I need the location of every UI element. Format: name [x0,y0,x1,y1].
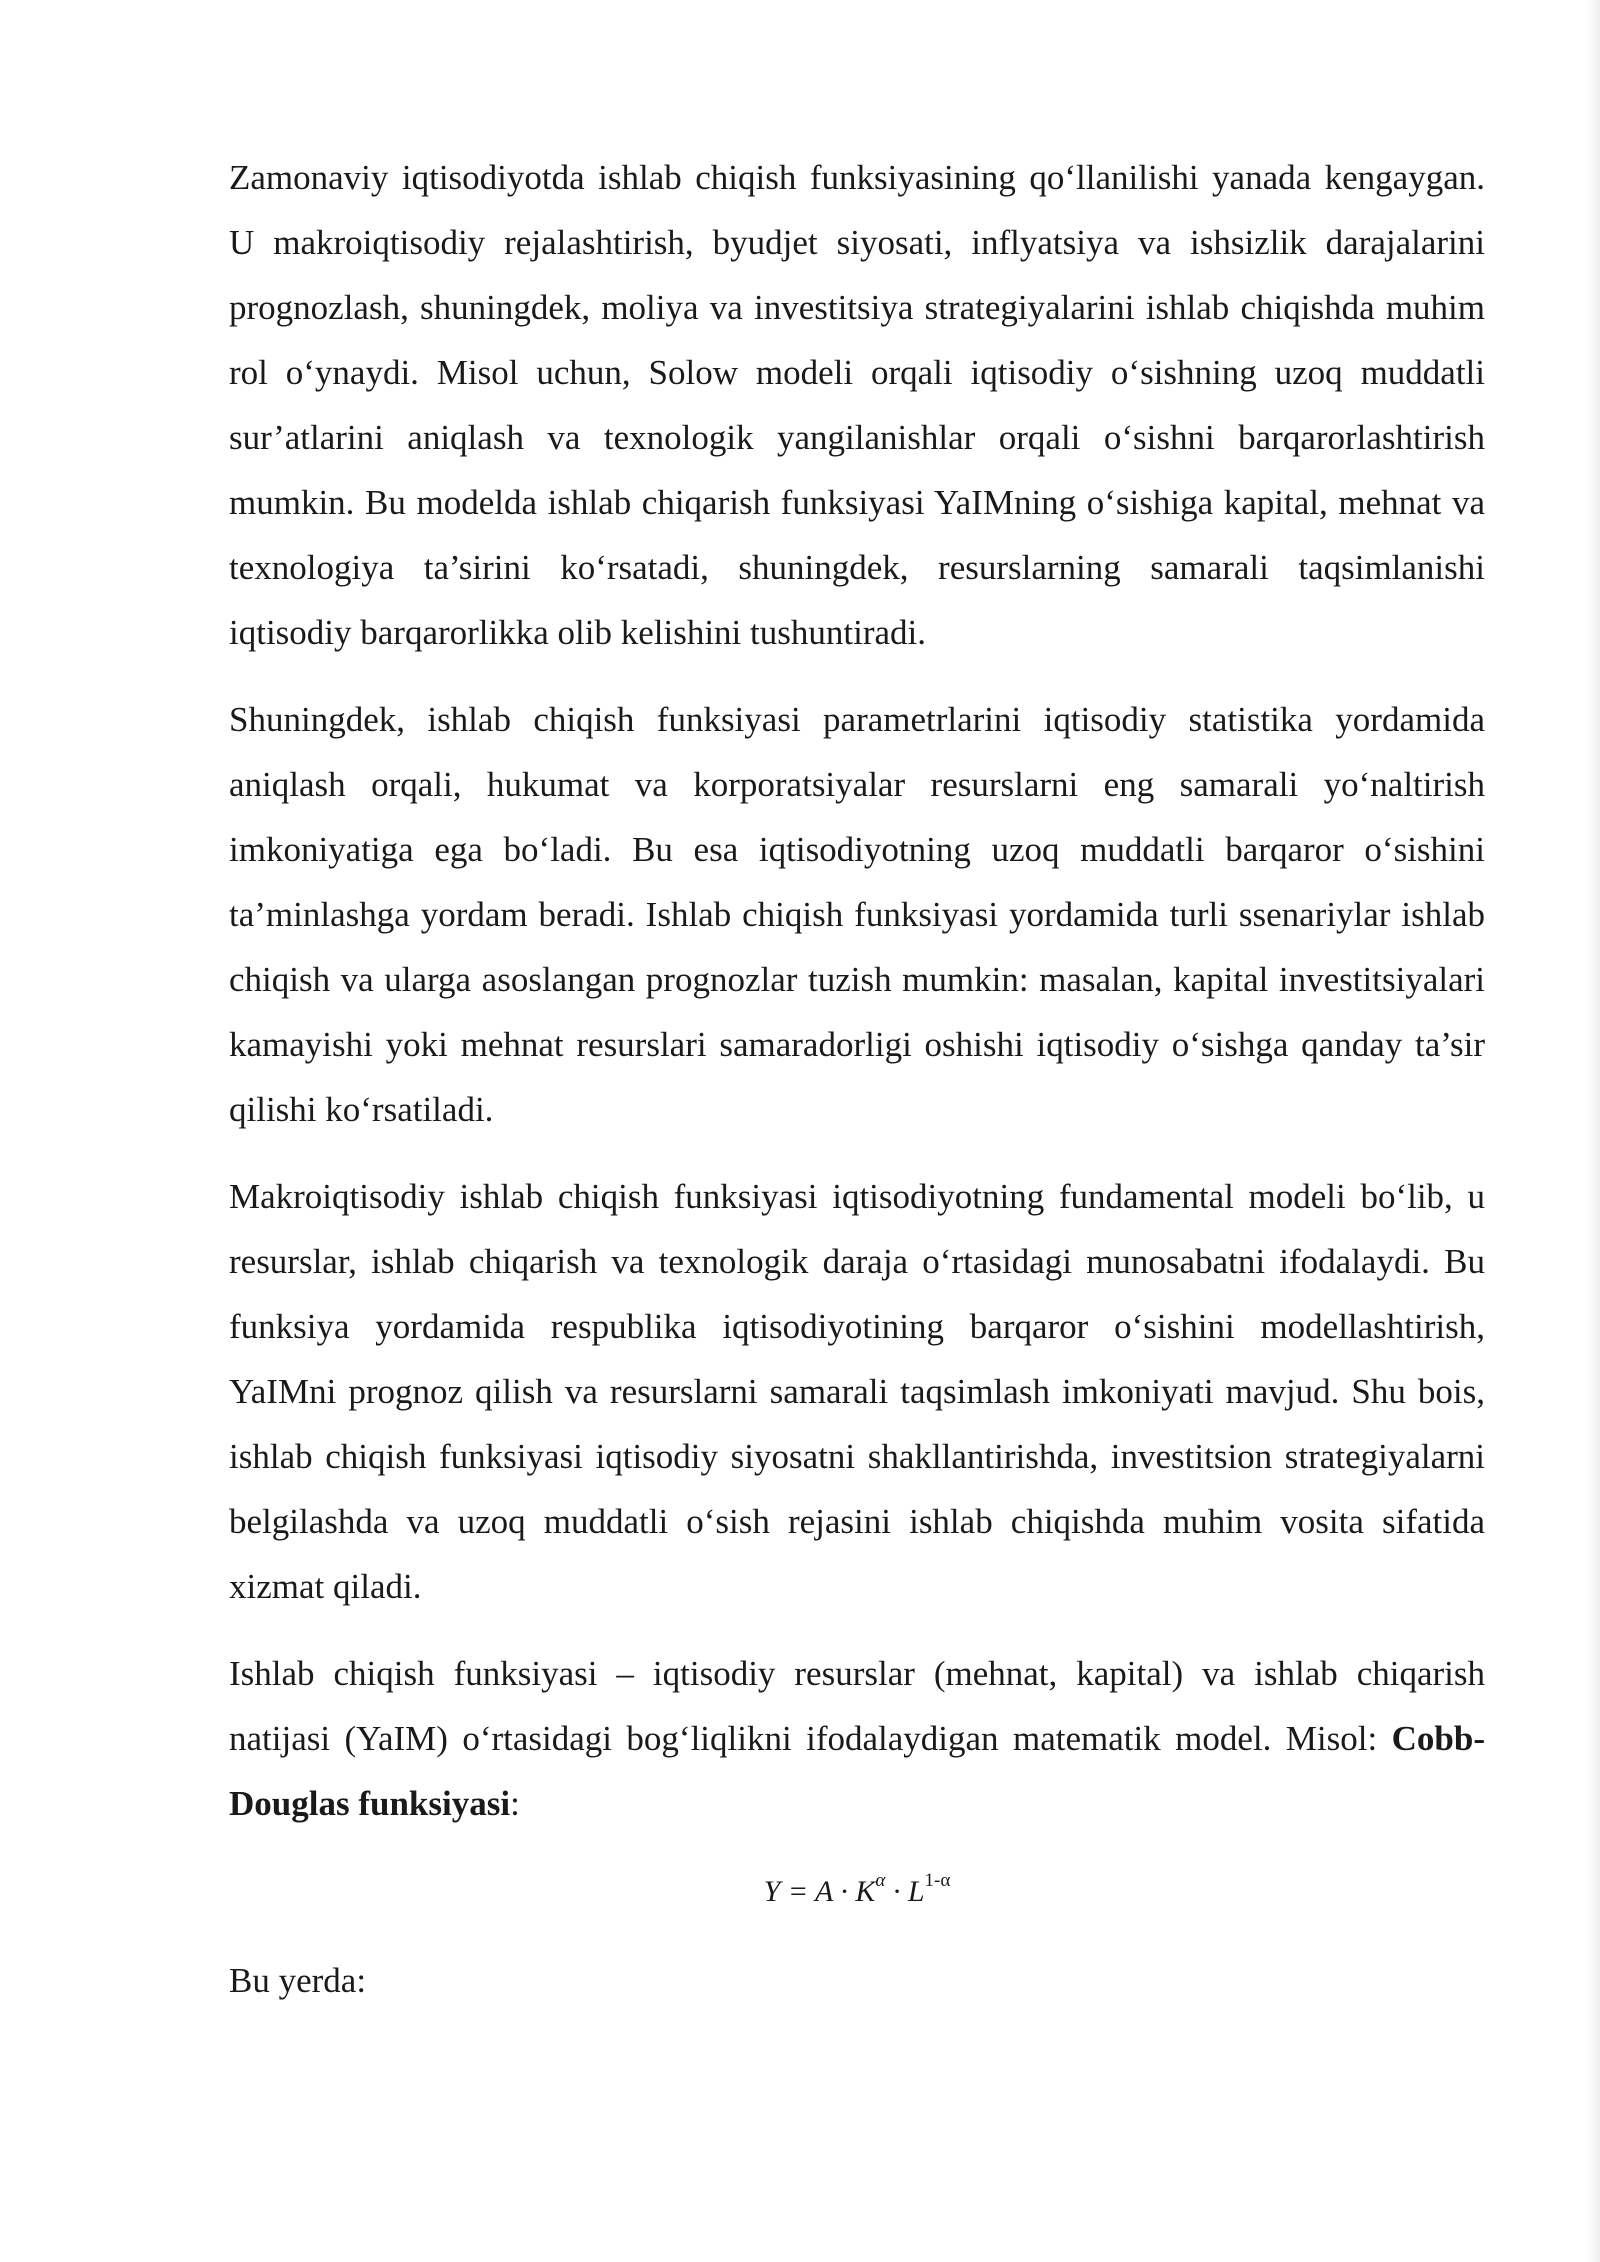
paragraph-3: Makroiqtisodiy ishlab chiqish funksiyasi iqtisodiyotning fundamental modeli bo‘lib, u resurslar, ishlab chiqarish va texnologik daraja o‘rtasidagi munosabatni ifodalaydi. Bu funksiya yordamida respublika iqtisodiyotining barqaror o‘sishini modellashtirish, YaIMni prognoz qilish va resurslarni samarali taqsimlash imkoniyati mavjud. Shu bois, ishlab chiqish funksiyasi iqtisodiy siyosatni shakllantirishda, investitsion strategiyalarni belgilashda va uzoq muddatli o‘sish rejasini ishlab chiqishda muhim vosita sifatida xizmat qiladi. [229,1177,1485,1606]
document-body [229,145,1485,2035]
formula-lhs: Y = A · K [763,1875,876,1908]
formula-mid: · L [885,1875,925,1908]
paragraph-4-text: Ishlab chiqish funksiyasi – iqtisodiy resurslar (mehnat, kapital) va ishlab chiqarish natijasi (YaIM) o‘rtasidagi bog‘liqlikni ifodalaydigan matematik model. Misol: [229,1654,1485,1758]
paragraph-1: Zamonaviy iqtisodiyotda ishlab chiqish funksiyasining qo‘llanilishi yanada kengaygan. U makroiqtisodiy rejalashtirish, byudjet siyosati, inflyatsiya va ishsizlik darajalarini prognozlash, shuningdek, moliya va investitsiya strategiyalarini ishlab chiqishda muhim rol o‘ynaydi. Misol uchun, Solow modeli orqali iqtisodiy o‘sishning uzoq muddatli sur’atlarini aniqlash va texnologik yangilanishlar orqali o‘sishni barqarorlashtirish mumkin. Bu modelda ishlab chiqarish funksiyasi YaIMning o‘sishiga kapital, mehnat va texnologiya ta’sirini ko‘rsatadi, shuningdek, resurslarning samarali taqsimlanishi iqtisodiy barqarorlikka olib kelishini tushuntiradi. [229,158,1485,652]
formula-exponent-one-minus-alpha: 1-α [924,1870,951,1891]
paragraph-4 [229,1641,1485,1836]
formula-exponent-alpha: α [875,1870,886,1891]
page-edge-shadow [1586,0,1600,2262]
cobb-douglas-term: Cobb-Douglas funksiyasi [229,1719,1485,1823]
cobb-douglas-formula [229,1862,1485,1922]
paragraph-5: Bu yerda: [229,1961,367,2000]
paragraph-2: Shuningdek, ishlab chiqish funksiyasi parametrlarini iqtisodiy statistika yordamida aniqlash orqali, hukumat va korporatsiyalar resurslarni eng samarali yo‘naltirish imkoniyatiga ega bo‘ladi. Bu esa iqtisodiyotning uzoq muddatli barqaror o‘sishini ta’minlashga yordam beradi. Ishlab chiqish funksiyasi yordamida turli ssenariylar ishlab chiqish va ularga asoslangan prognozlar tuzish mumkin: masalan, kapital investitsiyalari kamayishi yoki mehnat resurslari samaradorligi oshishi iqtisodiy o‘sishga qanday ta’sir qilishi ko‘rsatiladi. [229,700,1485,1129]
paragraph-4-colon: : [510,1784,520,1823]
